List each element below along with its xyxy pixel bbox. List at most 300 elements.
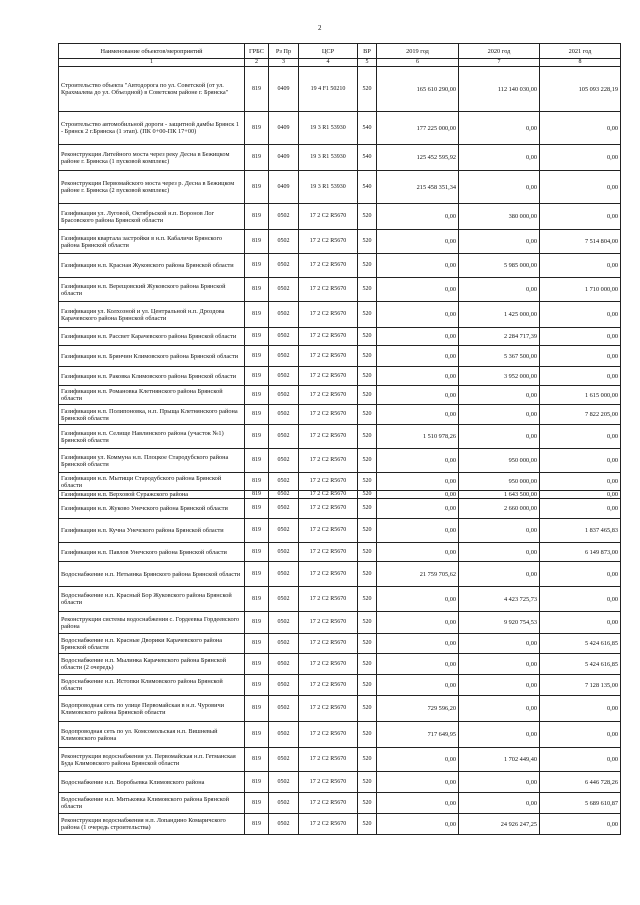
row-csr: 17 2 C2 R5670: [299, 612, 358, 634]
table-row: [59, 473, 621, 491]
table-row: [59, 814, 621, 835]
row-value-2019: 0,00: [377, 612, 459, 634]
row-name: Газификация н.п. Полипоновка, н.п. Прыща Клетнянского района Брянской области: [59, 405, 245, 425]
row-vr: 520: [358, 722, 377, 748]
header-csr: ЦСР: [299, 44, 358, 59]
table-row: [59, 254, 621, 278]
row-value-2020: 0,00: [459, 278, 540, 302]
row-csr: 17 2 C2 R5670: [299, 499, 358, 519]
row-value-2021: 0,00: [540, 112, 621, 145]
row-value-2020: 0,00: [459, 405, 540, 425]
row-value-2019: 0,00: [377, 634, 459, 654]
row-value-2021: 0,00: [540, 491, 621, 499]
row-csr: 17 2 C2 R5670: [299, 425, 358, 449]
row-value-2021: 0,00: [540, 473, 621, 491]
row-value-2021: 0,00: [540, 449, 621, 473]
row-name: Газификация н.п. Романовка Клетнянского района Брянской области: [59, 386, 245, 405]
row-value-2021: 1 710 000,00: [540, 278, 621, 302]
row-vr: 520: [358, 696, 377, 722]
row-csr: 17 2 C2 R5670: [299, 302, 358, 328]
row-vr: 520: [358, 302, 377, 328]
table-row: [59, 499, 621, 519]
row-value-2020: 0,00: [459, 772, 540, 793]
row-vr: 520: [358, 499, 377, 519]
row-csr: 17 2 C2 R5670: [299, 254, 358, 278]
row-vr: 520: [358, 346, 377, 367]
row-csr: 19 4 F1 50210: [299, 67, 358, 112]
table-row: [59, 328, 621, 346]
row-value-2020: 0,00: [459, 634, 540, 654]
row-value-2019: 0,00: [377, 204, 459, 230]
row-csr: 19 3 R1 53930: [299, 112, 358, 145]
row-vr: 520: [358, 473, 377, 491]
header-name: Наименование объектов/мероприятий: [59, 44, 245, 59]
row-value-2020: 950 000,00: [459, 473, 540, 491]
table-row: [59, 519, 621, 543]
row-name: Реконструкция Литейного моста через реку Десна в Бежицком районе г. Брянска (1 пусковой комплекс): [59, 145, 245, 171]
row-csr: 17 2 C2 R5670: [299, 367, 358, 386]
row-grbs: 819: [245, 405, 269, 425]
row-value-2021: 0,00: [540, 145, 621, 171]
row-value-2020: 1 702 449,40: [459, 748, 540, 772]
row-csr: 17 2 C2 R5670: [299, 405, 358, 425]
row-csr: 17 2 C2 R5670: [299, 634, 358, 654]
table-row: [59, 562, 621, 587]
row-value-2020: 0,00: [459, 696, 540, 722]
row-name: Газификация н.п. Верховой Суражского района: [59, 491, 245, 499]
row-value-2020: 380 000,00: [459, 204, 540, 230]
row-rzpr: 0502: [269, 543, 299, 562]
row-value-2019: 0,00: [377, 367, 459, 386]
row-vr: 540: [358, 171, 377, 204]
row-name: Реконструкция Первомайского моста через р. Десна в Бежицком районе г. Брянска (2 пусковой комплекс): [59, 171, 245, 204]
row-value-2019: 0,00: [377, 328, 459, 346]
row-value-2020: 0,00: [459, 562, 540, 587]
page-number: 2: [318, 24, 322, 32]
row-value-2021: 0,00: [540, 346, 621, 367]
table-row: [59, 634, 621, 654]
table-row: [59, 449, 621, 473]
row-value-2021: 0,00: [540, 367, 621, 386]
row-grbs: 819: [245, 696, 269, 722]
row-value-2019: 125 452 595,92: [377, 145, 459, 171]
row-rzpr: 0502: [269, 562, 299, 587]
row-rzpr: 0502: [269, 230, 299, 254]
row-grbs: 819: [245, 449, 269, 473]
row-grbs: 819: [245, 772, 269, 793]
table-row: [59, 405, 621, 425]
row-grbs: 819: [245, 112, 269, 145]
row-name: Строительство автомобильной дороги - защитной дамбы Брянск 1 - Брянск 2 г.Брянска (1 этап). (ПК 0+00-ПК 17+00): [59, 112, 245, 145]
row-grbs: 819: [245, 145, 269, 171]
row-value-2019: 0,00: [377, 814, 459, 835]
row-csr: 17 2 C2 R5670: [299, 346, 358, 367]
row-vr: 520: [358, 254, 377, 278]
row-csr: 17 2 C2 R5670: [299, 543, 358, 562]
row-grbs: 819: [245, 562, 269, 587]
row-rzpr: 0502: [269, 473, 299, 491]
row-value-2019: 0,00: [377, 302, 459, 328]
table-row: [59, 772, 621, 793]
row-value-2019: 0,00: [377, 346, 459, 367]
row-name: Водопроводная сеть по ул. Комсомольская н.п. Вишневый Климовского района: [59, 722, 245, 748]
table-row: [59, 696, 621, 722]
row-vr: 520: [358, 230, 377, 254]
header-vr: ВР: [358, 44, 377, 59]
row-name: Газификация н.п. Кучна Унечского района Брянской области: [59, 519, 245, 543]
table-row: [59, 204, 621, 230]
row-value-2021: 0,00: [540, 814, 621, 835]
column-number: 3: [269, 59, 299, 67]
row-vr: 520: [358, 793, 377, 814]
row-csr: 17 2 C2 R5670: [299, 587, 358, 612]
table-row: [59, 654, 621, 675]
row-value-2019: 0,00: [377, 499, 459, 519]
row-rzpr: 0502: [269, 491, 299, 499]
column-number: 1: [59, 59, 245, 67]
row-rzpr: 0502: [269, 405, 299, 425]
row-value-2020: 9 920 754,53: [459, 612, 540, 634]
table-row: [59, 675, 621, 696]
row-value-2020: 24 926 247,25: [459, 814, 540, 835]
row-rzpr: 0502: [269, 587, 299, 612]
row-vr: 520: [358, 425, 377, 449]
row-value-2021: 5 424 616,85: [540, 634, 621, 654]
row-grbs: 819: [245, 543, 269, 562]
row-value-2019: 0,00: [377, 654, 459, 675]
row-csr: 17 2 C2 R5670: [299, 328, 358, 346]
row-rzpr: 0502: [269, 722, 299, 748]
row-rzpr: 0502: [269, 814, 299, 835]
row-value-2020: 2 660 000,00: [459, 499, 540, 519]
row-value-2019: 165 610 290,00: [377, 67, 459, 112]
row-value-2021: 1 615 000,00: [540, 386, 621, 405]
row-value-2021: 0,00: [540, 612, 621, 634]
row-name: Газификация ул. Колхозной и ул. Центральной н.п. Дроздова Карачевского района Брянской области: [59, 302, 245, 328]
row-name: Водоснабжение н.п. Мылинка Карачевского района Брянской области (2 очередь): [59, 654, 245, 675]
row-value-2019: 0,00: [377, 278, 459, 302]
row-name: Реконструкция водоснабжения ул. Первомайская н.п. Гетманская Буда Климовского района Брянской области: [59, 748, 245, 772]
row-csr: 17 2 C2 R5670: [299, 491, 358, 499]
row-name: Реконструкция водоснабжения н.п. Лопандино Комаричского района (1 очередь строительства): [59, 814, 245, 835]
row-csr: 17 2 C2 R5670: [299, 562, 358, 587]
row-grbs: 819: [245, 328, 269, 346]
row-value-2019: 0,00: [377, 405, 459, 425]
row-value-2020: 0,00: [459, 519, 540, 543]
budget-table: [58, 43, 621, 835]
row-rzpr: 0502: [269, 793, 299, 814]
row-value-2021: 0,00: [540, 204, 621, 230]
row-value-2021: 1 837 465,83: [540, 519, 621, 543]
row-rzpr: 0502: [269, 772, 299, 793]
row-value-2021: 0,00: [540, 748, 621, 772]
row-csr: 17 2 C2 R5670: [299, 473, 358, 491]
row-rzpr: 0502: [269, 612, 299, 634]
row-name: Газификация н.п. Красная Жуковского района Брянской области: [59, 254, 245, 278]
row-value-2019: 21 759 705,62: [377, 562, 459, 587]
table-row: [59, 722, 621, 748]
row-value-2019: 0,00: [377, 543, 459, 562]
row-grbs: 819: [245, 425, 269, 449]
row-vr: 520: [358, 654, 377, 675]
row-rzpr: 0502: [269, 654, 299, 675]
column-number: 6: [377, 59, 459, 67]
row-value-2021: 0,00: [540, 171, 621, 204]
row-value-2021: 0,00: [540, 499, 621, 519]
row-vr: 520: [358, 67, 377, 112]
row-grbs: 819: [245, 346, 269, 367]
row-rzpr: 0502: [269, 696, 299, 722]
row-name: Строительство объекта "Автодорога по ул. Советской (от ул. Крахмалева до ул. Объездной) в Советском районе г. Брянска": [59, 67, 245, 112]
row-grbs: 819: [245, 634, 269, 654]
row-rzpr: 0409: [269, 112, 299, 145]
row-grbs: 819: [245, 67, 269, 112]
row-name: Водоснабжение н.п. Красный Бор Жуковского района Брянской области: [59, 587, 245, 612]
row-csr: 17 2 C2 R5670: [299, 204, 358, 230]
row-rzpr: 0502: [269, 634, 299, 654]
row-csr: 17 2 C2 R5670: [299, 793, 358, 814]
row-name: Реконструкция системы водоснабжения с. Гордеевка Гордеевского района: [59, 612, 245, 634]
row-value-2019: 0,00: [377, 491, 459, 499]
row-value-2019: 0,00: [377, 675, 459, 696]
row-value-2021: 0,00: [540, 328, 621, 346]
row-value-2021: 0,00: [540, 254, 621, 278]
row-rzpr: 0502: [269, 278, 299, 302]
table-row: [59, 112, 621, 145]
row-vr: 520: [358, 543, 377, 562]
row-value-2020: 950 000,00: [459, 449, 540, 473]
table-row: [59, 425, 621, 449]
row-rzpr: 0409: [269, 67, 299, 112]
row-value-2021: 0,00: [540, 562, 621, 587]
row-grbs: 819: [245, 654, 269, 675]
table-row: [59, 278, 621, 302]
row-name: Газификация н.п. Селище Навлинского района (участок №1) Брянской области: [59, 425, 245, 449]
table-row: [59, 67, 621, 112]
row-value-2019: 717 649,95: [377, 722, 459, 748]
row-csr: 19 3 R1 53930: [299, 171, 358, 204]
column-number: 4: [299, 59, 358, 67]
row-rzpr: 0502: [269, 386, 299, 405]
row-rzpr: 0502: [269, 328, 299, 346]
row-vr: 520: [358, 587, 377, 612]
row-csr: 19 3 R1 53930: [299, 145, 358, 171]
row-value-2020: 1 425 000,00: [459, 302, 540, 328]
row-rzpr: 0409: [269, 145, 299, 171]
row-value-2021: 7 128 135,00: [540, 675, 621, 696]
table-row: [59, 302, 621, 328]
row-value-2021: 5 689 610,87: [540, 793, 621, 814]
row-csr: 17 2 C2 R5670: [299, 696, 358, 722]
column-number: 7: [459, 59, 540, 67]
row-value-2020: 0,00: [459, 543, 540, 562]
row-name: Водопроводная сеть по улице Первомайская в н.п. Чуровичи Климовского района Брянской области: [59, 696, 245, 722]
row-name: Газификация ул. Луговой, Октябрьской н.п. Воронов Лог Брасовского района Брянской области: [59, 204, 245, 230]
row-name: Газификация н.п. Брянчин Климовского района Брянской области: [59, 346, 245, 367]
row-grbs: 819: [245, 519, 269, 543]
row-grbs: 819: [245, 793, 269, 814]
row-value-2020: 112 140 030,00: [459, 67, 540, 112]
row-rzpr: 0502: [269, 367, 299, 386]
header-row: [59, 44, 621, 59]
row-csr: 17 2 C2 R5670: [299, 722, 358, 748]
row-value-2019: 0,00: [377, 449, 459, 473]
row-value-2021: 0,00: [540, 587, 621, 612]
row-rzpr: 0409: [269, 171, 299, 204]
header-rzpr: Рз Пр: [269, 44, 299, 59]
row-value-2019: 0,00: [377, 473, 459, 491]
row-csr: 17 2 C2 R5670: [299, 386, 358, 405]
row-grbs: 819: [245, 491, 269, 499]
row-grbs: 819: [245, 230, 269, 254]
column-number: 2: [245, 59, 269, 67]
row-csr: 17 2 C2 R5670: [299, 278, 358, 302]
row-name: Водоснабжение н.п. Воробьевка Климовского района: [59, 772, 245, 793]
row-value-2020: 0,00: [459, 425, 540, 449]
row-grbs: 819: [245, 675, 269, 696]
row-value-2021: 105 093 228,19: [540, 67, 621, 112]
row-vr: 520: [358, 405, 377, 425]
row-csr: 17 2 C2 R5670: [299, 230, 358, 254]
row-grbs: 819: [245, 722, 269, 748]
row-value-2021: 0,00: [540, 696, 621, 722]
row-grbs: 819: [245, 302, 269, 328]
row-vr: 520: [358, 278, 377, 302]
row-rzpr: 0502: [269, 302, 299, 328]
row-vr: 520: [358, 675, 377, 696]
row-value-2021: 7 514 804,00: [540, 230, 621, 254]
row-value-2019: 0,00: [377, 793, 459, 814]
row-value-2019: 1 510 978,26: [377, 425, 459, 449]
row-value-2020: 0,00: [459, 230, 540, 254]
row-vr: 520: [358, 814, 377, 835]
row-vr: 520: [358, 386, 377, 405]
row-value-2020: 1 643 500,00: [459, 491, 540, 499]
row-name: Газификация квартала застройки в н.п. Кабаличи Брянского района Брянской области: [59, 230, 245, 254]
row-rzpr: 0502: [269, 449, 299, 473]
row-vr: 520: [358, 612, 377, 634]
row-vr: 520: [358, 519, 377, 543]
row-name: Газификация н.п. Верещовский Жуковского района Брянской области: [59, 278, 245, 302]
row-value-2019: 0,00: [377, 587, 459, 612]
row-grbs: 819: [245, 587, 269, 612]
table-row: [59, 793, 621, 814]
row-value-2019: 0,00: [377, 772, 459, 793]
row-value-2019: 0,00: [377, 386, 459, 405]
row-grbs: 819: [245, 204, 269, 230]
row-grbs: 819: [245, 612, 269, 634]
row-value-2020: 0,00: [459, 171, 540, 204]
row-vr: 520: [358, 634, 377, 654]
row-rzpr: 0502: [269, 675, 299, 696]
column-number: 8: [540, 59, 621, 67]
row-value-2020: 0,00: [459, 145, 540, 171]
row-vr: 540: [358, 145, 377, 171]
row-csr: 17 2 C2 R5670: [299, 748, 358, 772]
row-vr: 520: [358, 204, 377, 230]
row-rzpr: 0502: [269, 499, 299, 519]
row-csr: 17 2 C2 R5670: [299, 654, 358, 675]
header-2021: 2021 год: [540, 44, 621, 59]
row-vr: 520: [358, 367, 377, 386]
row-value-2020: 0,00: [459, 722, 540, 748]
row-name: Газификация н.п. Рассвет Карачевского района Брянской области: [59, 328, 245, 346]
table-row: [59, 491, 621, 499]
row-value-2019: 0,00: [377, 254, 459, 278]
table-body: [59, 67, 621, 835]
row-grbs: 819: [245, 171, 269, 204]
row-name: Водоснабжение н.п. Красные Дворики Карачевского района Брянской области: [59, 634, 245, 654]
row-grbs: 819: [245, 367, 269, 386]
row-value-2020: 0,00: [459, 654, 540, 675]
row-value-2021: 5 424 616,85: [540, 654, 621, 675]
row-name: Водоснабжение н.п. Нетьинка Брянского района Брянской области: [59, 562, 245, 587]
row-csr: 17 2 C2 R5670: [299, 675, 358, 696]
row-name: Газификация н.п. Павлов Унечского района Брянской области: [59, 543, 245, 562]
row-value-2021: 0,00: [540, 302, 621, 328]
row-value-2019: 215 458 351,34: [377, 171, 459, 204]
row-name: Газификация ул. Коммуна н.п. Плоцкое Стародубского района Брянской области: [59, 449, 245, 473]
row-value-2020: 0,00: [459, 112, 540, 145]
row-grbs: 819: [245, 254, 269, 278]
row-value-2021: 6 149 873,00: [540, 543, 621, 562]
row-value-2019: 0,00: [377, 748, 459, 772]
column-number-row: [59, 59, 621, 67]
row-name: Водоснабжение н.п. Митьковка Климовского района Брянской области: [59, 793, 245, 814]
table-row: [59, 748, 621, 772]
row-grbs: 819: [245, 473, 269, 491]
row-vr: 520: [358, 562, 377, 587]
table-row: [59, 612, 621, 634]
table-row: [59, 587, 621, 612]
row-value-2020: 3 952 000,00: [459, 367, 540, 386]
row-name: Водоснабжение н.п. Истопки Климовского района Брянской области: [59, 675, 245, 696]
row-name: Газификация н.п. Жуково Унечского района Брянской области: [59, 499, 245, 519]
row-grbs: 819: [245, 386, 269, 405]
row-name: Газификация н.п. Мытищи Стародубского района Брянской области: [59, 473, 245, 491]
row-rzpr: 0502: [269, 346, 299, 367]
row-value-2021: 0,00: [540, 722, 621, 748]
row-value-2021: 6 446 728,26: [540, 772, 621, 793]
row-value-2020: 5 367 500,00: [459, 346, 540, 367]
row-rzpr: 0502: [269, 204, 299, 230]
row-value-2020: 4 423 725,73: [459, 587, 540, 612]
table-row: [59, 346, 621, 367]
table-row: [59, 386, 621, 405]
row-vr: 540: [358, 112, 377, 145]
table-row: [59, 145, 621, 171]
row-rzpr: 0502: [269, 748, 299, 772]
row-rzpr: 0502: [269, 254, 299, 278]
row-value-2020: 0,00: [459, 793, 540, 814]
row-grbs: 819: [245, 278, 269, 302]
row-vr: 520: [358, 449, 377, 473]
table-row: [59, 367, 621, 386]
header-2019: 2019 год: [377, 44, 459, 59]
row-value-2020: 2 284 717,39: [459, 328, 540, 346]
row-rzpr: 0502: [269, 519, 299, 543]
row-value-2019: 729 596,20: [377, 696, 459, 722]
row-csr: 17 2 C2 R5670: [299, 449, 358, 473]
row-value-2019: 0,00: [377, 230, 459, 254]
row-value-2020: 0,00: [459, 386, 540, 405]
row-value-2021: 7 822 205,00: [540, 405, 621, 425]
row-vr: 520: [358, 328, 377, 346]
row-value-2019: 0,00: [377, 519, 459, 543]
table-row: [59, 543, 621, 562]
header-2020: 2020 год: [459, 44, 540, 59]
row-vr: 520: [358, 772, 377, 793]
